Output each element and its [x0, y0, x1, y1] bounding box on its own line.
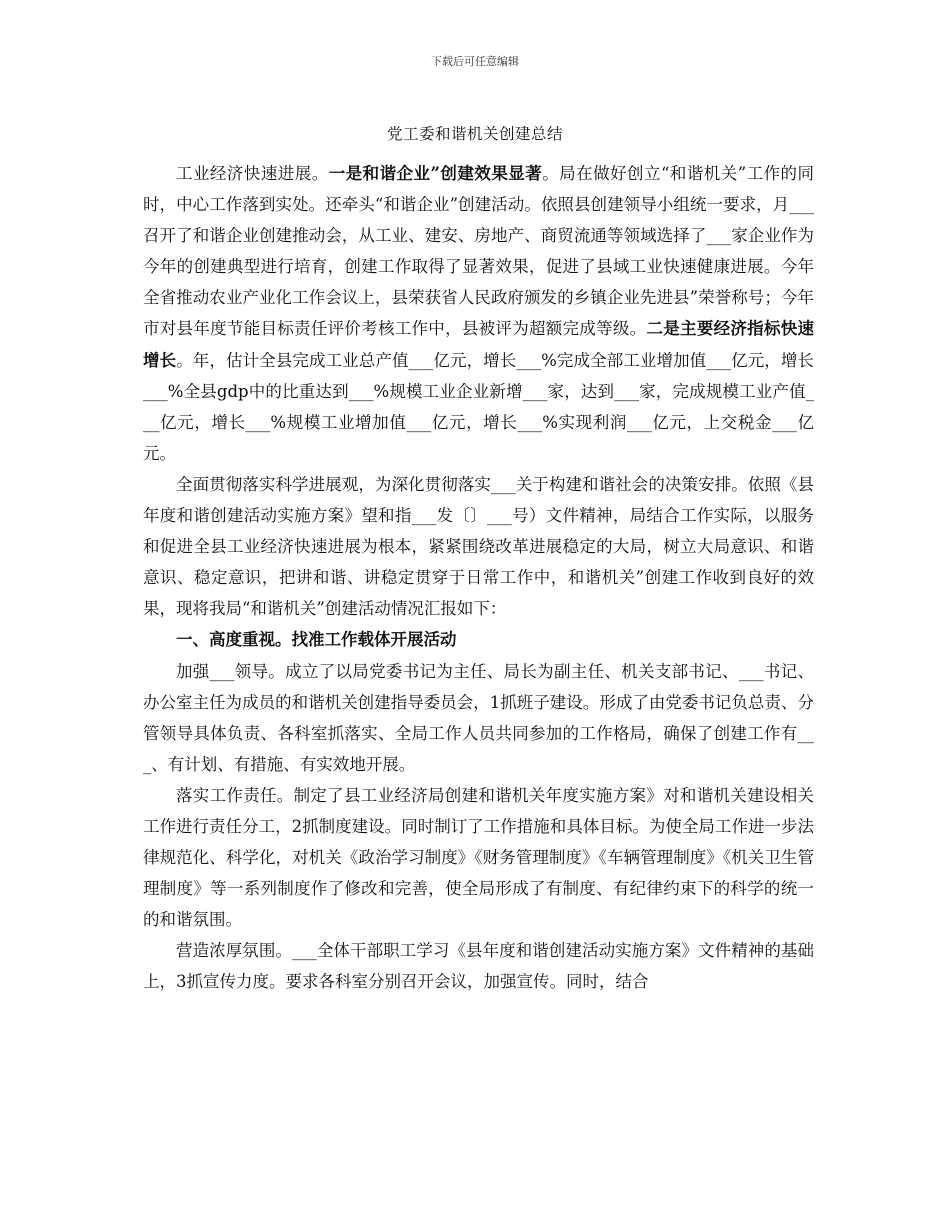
text-run: 。局在做好创立“和谐机关”工作的同时，中心工作落到实处。还牵头“和谐企业”创建活动。依照县创建领导小组统一要求，月___召开了和谐企业创建推动会，从工业、建安、房地产、商贸流通等领域选择了___家企业作为今年的创建典型进行培育，创建工作取得了显著效果，促进了县域工业快速健康进展。今年全省推动农业产业化工作会议上，县荣获省人民政府颁发的乡镇企业先进县”荣誉称号；今年市对县年度节能目标责任评价考核工作中，县被评为超额完成等级。 [143, 164, 815, 339]
text-run: 落实工作责任。制定了县工业经济局创建和谐机关年度实施方案》对和谐机关建设相关工作进行责任分工，2抓制度建设。同时制订了工作措施和具体目标。为使全局工作进一步法律规范化、科学化，对机关《政治学习制度》《财务管理制度》《车辆管理制度》《机关卫生管理制度》等一系列制度作了修改和完善，使全局形成了有制度、有纪律约束下的科学的统一的和谐氛围。 [143, 785, 814, 930]
section-heading-1 [143, 624, 814, 655]
text-run: 加强___领导。成立了以局党委书记为主任、局长为副主任、机关支部书记、___书记、办公室主任为成员的和谐机关创建指导委员会，1抓班子建设。形成了由党委书记负总责、分管领导具体负责、各科室抓落实、全局工作人员共同参加的工作格局，确保了创建工作有___、有计划、有措施、有实效地开展。 [143, 661, 814, 774]
bold-run: 二是主要经济指标快速增长 [143, 319, 815, 370]
paragraph-leadership [143, 656, 814, 780]
text-run: 工业经济快速进展。 [176, 164, 329, 183]
paragraph-responsibility [143, 780, 814, 935]
section-heading-text: 一、高度重视。找准工作载体开展活动 [176, 630, 457, 650]
paragraph-implementation [143, 469, 814, 624]
document-title: 党工委和谐机关创建总结 [386, 125, 563, 143]
text-run: 全面贯彻落实科学进展观，为深化贯彻落实___关于构建和谐社会的决策安排。依照《县年度和谐创建活动实施方案》望和指___发〔〕___号）文件精神，局结合工作实际，以服务和促进全县工业经济快速进展为根本，紧紧围绕改革进展稳定的大局，树立大局意识、和谐意识、稳定意识，把讲和谐、讲稳定贯穿于日常工作中，和谐机关”创建工作收到良好的效果，现将我局“和谐机关”创建活动情况汇报如下： [143, 474, 814, 619]
paragraph-atmosphere [143, 935, 814, 997]
paragraph-industry-progress [143, 158, 814, 469]
text-run: 营造浓厚氛围。___全体干部职工学习《县年度和谐创建活动实施方案》文件精神的基础上，3抓宣传力度。要求各科室分别召开会议，加强宣传。同时，结合 [143, 941, 814, 992]
header-note: 下载后可任意编辑 [431, 55, 519, 68]
document-body [143, 158, 814, 998]
bold-run: 一是和谐企业”创建效果显著 [328, 164, 543, 183]
text-run: 。年，估计全县完成工业总产值___亿元，增长___%完成全部工业增加值___亿元，增长___%全县gdp中的比重达到___%规模工业企业新增___家，达到___家，完成规模工业产值___亿元，增长___%规模工业增加值___亿元，增长___%实现利润___亿元，上交税金___亿元。 [143, 350, 815, 463]
